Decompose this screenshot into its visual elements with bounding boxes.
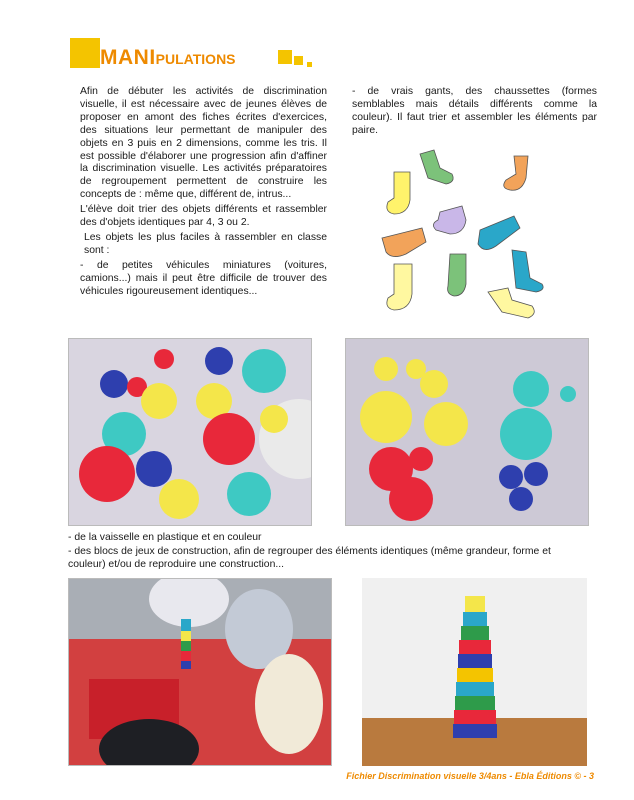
dishes-illustration [346, 339, 588, 525]
objects-paragraph: Les objets les plus faciles à rassembler en classe sont : [84, 231, 327, 256]
sock-orange [504, 156, 528, 190]
sock-orange [382, 228, 426, 257]
dishes-illustration [69, 339, 311, 525]
right-column-text [352, 86, 597, 140]
logo-decor-square [278, 50, 292, 64]
photo-dishes-1 [68, 338, 312, 526]
sock-teal [478, 216, 520, 250]
tower-illustration [362, 578, 587, 766]
logo-square [70, 38, 100, 68]
caption-dishes: - de la vaisselle en plastique et en couleur [68, 532, 262, 543]
vehicles-paragraph: - de petites véhicules miniatures (voitures, camions...) mais il peut être difficile de trouver des véhicules rigoureusement identiques... [80, 259, 327, 297]
title-small: PULATIONS [155, 51, 236, 67]
logo-decor-square [307, 62, 312, 67]
footer: Fichier Discrimination visuelle 3/4ans - Ebla Éditions © - 3 [346, 771, 594, 781]
photo-dishes-2 [345, 338, 589, 526]
logo-decor-square [294, 56, 303, 65]
photo-children [68, 578, 332, 766]
socks-paragraph: - de vrais gants, des chaussettes (formes semblables mais détails différents comme la couleur). Il faut trier et assembler les éléments par paire. [352, 86, 597, 136]
sock-green [420, 150, 453, 184]
photo-tower [362, 578, 587, 766]
socks-illustration [372, 142, 562, 332]
children-illustration [69, 579, 331, 765]
sock-yellow [387, 172, 410, 214]
sock-teal [512, 250, 543, 292]
sock-purple [433, 206, 466, 234]
left-column-text [80, 86, 327, 301]
title-big: MANI [100, 46, 156, 69]
sort-paragraph: L'élève doit trier des objets différents et rassembler des d'objets identiques par 4, 3 ou 2. [80, 204, 327, 229]
page-title [100, 46, 236, 70]
intro-paragraph: Afin de débuter les activités de discrimination visuelle, il est nécessaire avec de jeunes élèves de proposer en amont des fiches écrites d'exercices, des situations leur permettant de manipuler des objets en 3 puis en 2 dimensions, comme les tris. Il est possible d'élaborer une progression afin d'affiner la discrimination visuelle. Les activités préparatoires de regroupement permettent de construire les concepts de : même que, différent de, intrus... [80, 86, 327, 201]
sock-yellow [488, 288, 534, 318]
caption-blocks: - des blocs de jeux de construction, afin de regrouper des éléments identiques (même grandeur, forme et couleur) et/ou de reproduire une construction... [68, 546, 551, 570]
sock-yellow [387, 264, 412, 310]
sock-green [448, 254, 466, 296]
